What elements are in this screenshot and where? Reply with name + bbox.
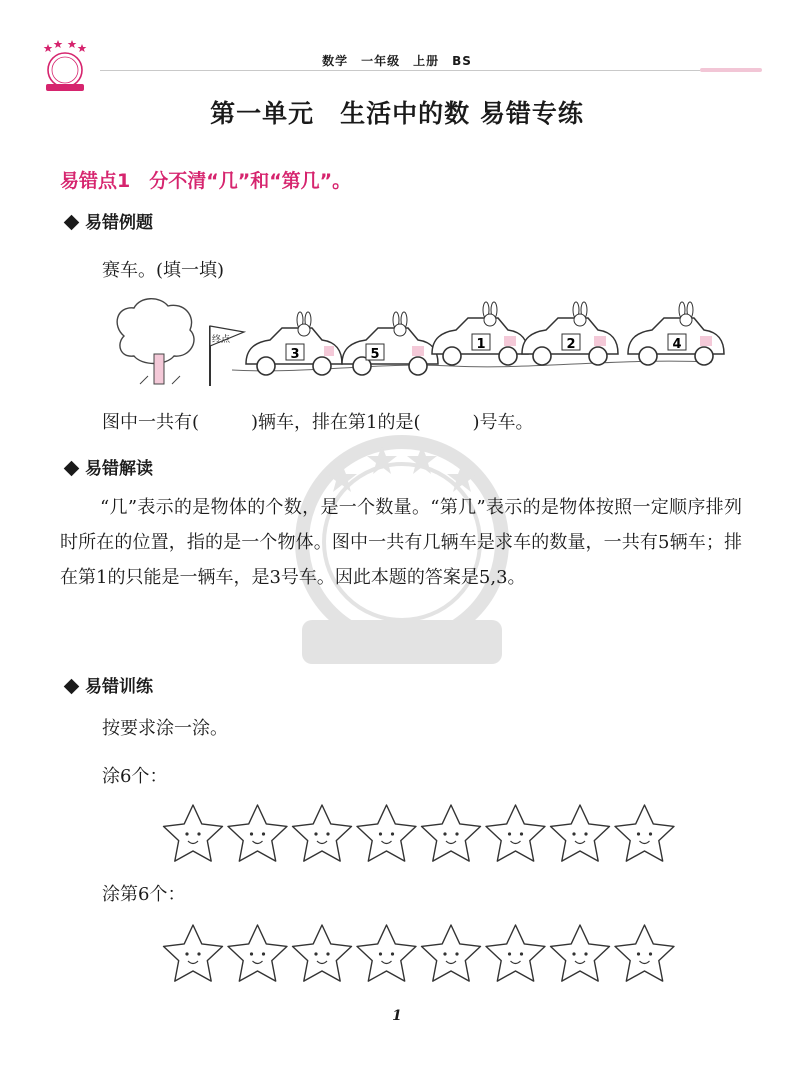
sentence-part-b: )辆车，排在第1的是( <box>251 412 421 433</box>
header-text: 数学 一年级 上册 BS <box>322 54 472 68</box>
tree-icon <box>117 299 194 384</box>
finish-flag-label: 终点 <box>212 335 231 345</box>
star-icon[interactable] <box>293 925 352 981</box>
header-rule <box>100 70 700 71</box>
fill-in-sentence <box>102 408 534 434</box>
sentence-part-a: 图中一共有( <box>102 412 200 433</box>
sentence-part-c: )号车。 <box>472 412 534 433</box>
race-car-1 <box>432 302 528 365</box>
race-car-4 <box>628 302 724 365</box>
svg-text:2: 2 <box>566 337 576 352</box>
star-icon[interactable] <box>486 925 545 981</box>
diamond-bullet-icon <box>64 460 80 476</box>
star-icon[interactable] <box>422 925 481 981</box>
star-icon[interactable] <box>164 925 223 981</box>
training-heading-label: 易错训练 <box>85 677 153 697</box>
example-heading-label: 易错例题 <box>85 213 153 233</box>
star-icon[interactable] <box>486 805 545 861</box>
star-icon[interactable] <box>422 805 481 861</box>
training-heading <box>62 672 153 697</box>
svg-text:5: 5 <box>370 347 380 362</box>
star-icon[interactable] <box>551 805 610 861</box>
star-row-color-sixth <box>160 920 680 988</box>
svg-text:3: 3 <box>290 347 300 362</box>
race-car-3 <box>246 312 342 375</box>
star-icon[interactable] <box>164 805 223 861</box>
svg-text:1: 1 <box>476 337 486 352</box>
task-color-sixth-label: 涂第6个： <box>102 884 186 905</box>
star-icon[interactable] <box>357 805 416 861</box>
diamond-bullet-icon <box>64 678 80 694</box>
star-icon[interactable] <box>228 925 287 981</box>
star-icon[interactable] <box>357 925 416 981</box>
mistake-point-heading: 易错点1 分不清“几”和“第几”。 <box>60 170 352 192</box>
star-icon[interactable] <box>551 925 610 981</box>
race-car-illustration <box>112 296 732 396</box>
diamond-bullet-icon <box>64 214 80 230</box>
svg-text:4: 4 <box>672 337 682 352</box>
training-intro: 按要求涂一涂。 <box>102 718 228 739</box>
analysis-paragraph: “几”表示的是物体的个数，是一个数量。“第几”表示的是物体按照一定顺序排列时所在的位置，指的是一个物体。图中一共有几辆车是求车的数量，一共有5辆车；排在第1的只能是一辆车，是3号车。因此本题的答案是5,3。 <box>60 497 742 588</box>
race-car-2 <box>522 302 618 365</box>
task-color-six-label: 涂6个： <box>102 766 168 787</box>
star-icon[interactable] <box>293 805 352 861</box>
question-label: 赛车。(填一填) <box>102 260 225 281</box>
header-accent-bar <box>700 68 762 72</box>
star-icon[interactable] <box>228 805 287 861</box>
finish-flag-icon <box>210 326 244 386</box>
star-icon[interactable] <box>615 925 674 981</box>
analysis-heading <box>62 454 153 479</box>
page-number: 1 <box>392 1008 402 1024</box>
example-heading <box>62 208 153 233</box>
star-icon[interactable] <box>615 805 674 861</box>
page-title: 第一单元 生活中的数 易错专练 <box>210 99 584 128</box>
star-row-color-six <box>160 800 680 868</box>
analysis-heading-label: 易错解读 <box>85 459 153 479</box>
